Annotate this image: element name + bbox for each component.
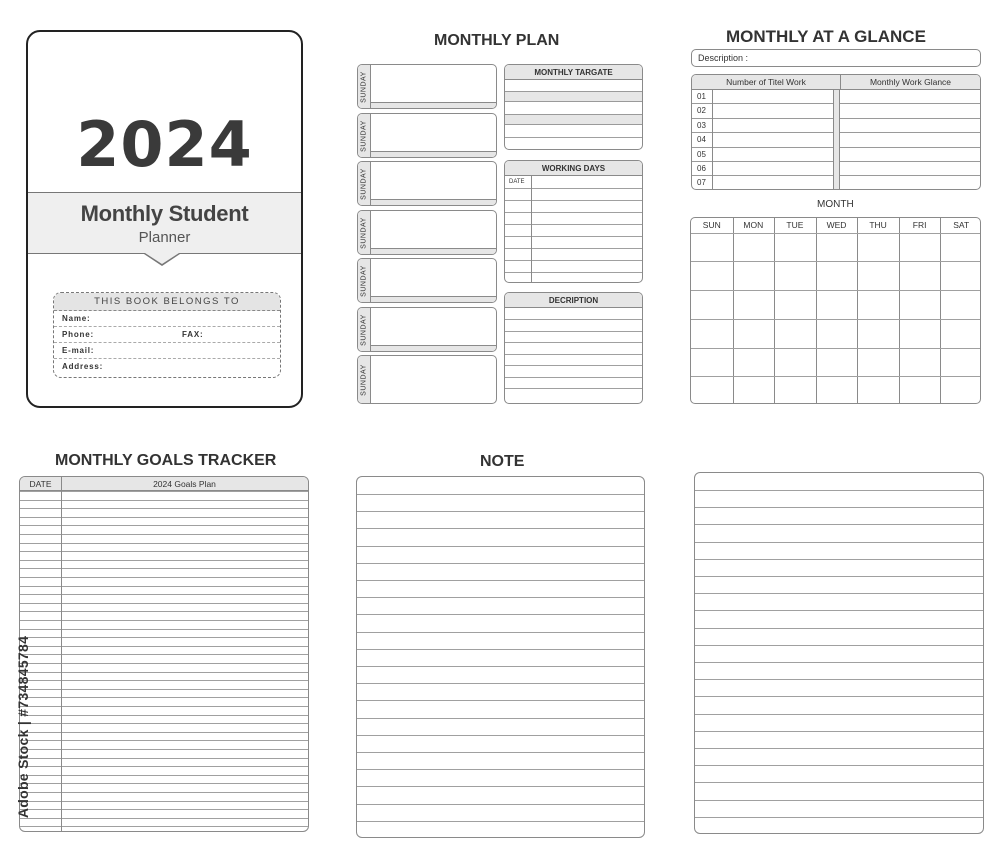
- working-line: [505, 200, 642, 201]
- calendar-row-line: [691, 376, 980, 377]
- goals-line: [20, 611, 308, 612]
- description-line: [505, 377, 642, 378]
- day-label: [358, 114, 371, 157]
- goals-line: [20, 766, 308, 767]
- goals-line: [20, 775, 308, 776]
- goals-line: [20, 586, 308, 587]
- glance-row-number: 01: [697, 92, 706, 101]
- note-line: [357, 683, 644, 684]
- goals-col-date: DATE: [29, 479, 52, 489]
- day-box[interactable]: [357, 355, 497, 404]
- blank-line: [695, 696, 983, 697]
- blank-line: [695, 628, 983, 629]
- email-field[interactable]: [54, 343, 280, 359]
- note-line: [357, 666, 644, 667]
- note-line: [357, 614, 644, 615]
- name-label: Name:: [62, 314, 91, 323]
- goals-date-divider: [61, 477, 62, 832]
- note-line: [357, 528, 644, 529]
- blank-line: [695, 765, 983, 766]
- description-line: [505, 388, 642, 389]
- glance-description-label: Description :: [698, 53, 749, 63]
- glance-description-field[interactable]: [691, 49, 981, 67]
- glance-row-number: 05: [697, 149, 706, 159]
- day-box[interactable]: [357, 210, 497, 255]
- note-line: [357, 804, 644, 805]
- goals-line: [20, 568, 308, 569]
- phone-label: Phone:: [62, 330, 94, 339]
- glance-row-number: 02: [697, 106, 706, 116]
- blank-line: [695, 645, 983, 646]
- email-label: E-mail:: [62, 346, 95, 355]
- month-calendar: [690, 217, 981, 404]
- note-line: [357, 735, 644, 736]
- goals-line: [20, 543, 308, 544]
- day-label: [358, 308, 371, 351]
- day-box[interactable]: [357, 113, 497, 158]
- glance-col-work: Number of Titel Work: [692, 75, 840, 90]
- goals-line: [20, 534, 308, 535]
- note-line: [357, 494, 644, 495]
- note-page[interactable]: [356, 476, 645, 838]
- working-line: [505, 248, 642, 249]
- day-strip: [371, 296, 496, 302]
- day-strip: [371, 345, 496, 351]
- blank-line: [695, 490, 983, 491]
- day-label-text: SUNDAY: [360, 70, 368, 103]
- goals-line: [20, 594, 308, 595]
- day-box[interactable]: [357, 161, 497, 206]
- cover-year: 2024: [76, 108, 253, 181]
- day-label: [358, 259, 371, 302]
- note-line: [357, 511, 644, 512]
- goals-line: [20, 749, 308, 750]
- glance-row-number: 04: [697, 135, 706, 145]
- description-header: DECRIPTION: [505, 293, 642, 308]
- working-line: [505, 236, 642, 237]
- calendar-row-line: [691, 233, 980, 234]
- day-strip: [371, 248, 496, 254]
- working-days-header: WORKING DAYS: [505, 161, 642, 176]
- month-title: MONTH: [817, 199, 854, 210]
- fax-label: FAX:: [182, 330, 204, 339]
- note-line: [357, 821, 644, 822]
- calendar-weekday: FRI: [912, 220, 927, 230]
- goals-line: [20, 620, 308, 621]
- description-panel[interactable]: [504, 292, 643, 404]
- blank-line: [695, 593, 983, 594]
- working-days-panel[interactable]: [504, 160, 643, 283]
- blank-line: [695, 731, 983, 732]
- stock-id-watermark: [13, 614, 33, 839]
- blank-line: [695, 576, 983, 577]
- calendar-row-line: [691, 348, 980, 349]
- targate-stripe: [505, 114, 642, 125]
- goals-line: [20, 603, 308, 604]
- goals-line: [20, 525, 308, 526]
- belongs-to-header: THIS BOOK BELONGS TO: [54, 293, 280, 311]
- day-box[interactable]: [357, 258, 497, 303]
- goals-line: [20, 551, 308, 552]
- goals-line: [20, 663, 308, 664]
- day-label-text: SUNDAY: [360, 119, 368, 152]
- day-strip: [371, 151, 496, 157]
- day-strip: [371, 102, 496, 108]
- goals-line: [20, 723, 308, 724]
- working-days-date-label: DATE: [509, 179, 525, 185]
- planner-cover: [26, 30, 303, 408]
- description-line: [505, 319, 642, 320]
- blank-line: [695, 714, 983, 715]
- day-strip: [371, 199, 496, 205]
- day-label: [358, 356, 371, 403]
- goals-line: [20, 689, 308, 690]
- description-line: [505, 354, 642, 355]
- goals-tracker-table: [19, 476, 309, 832]
- description-line: [505, 331, 642, 332]
- calendar-weekday: MON: [743, 220, 764, 230]
- description-line: [505, 342, 642, 343]
- note-line: [357, 700, 644, 701]
- monthly-plan-title: MONTHLY PLAN: [434, 32, 560, 49]
- working-line: [505, 212, 642, 213]
- goals-header: [20, 477, 308, 491]
- goals-line: [20, 783, 308, 784]
- monthly-targate-panel[interactable]: [504, 64, 643, 150]
- day-label: [358, 211, 371, 254]
- note-line: [357, 597, 644, 598]
- blank-line: [695, 662, 983, 663]
- goals-line: [20, 577, 308, 578]
- working-line: [505, 188, 642, 189]
- stock-id-text: Adobe Stock | #734845784: [15, 635, 31, 818]
- calendar-weekday: TUE: [786, 220, 804, 230]
- goals-line: [20, 491, 308, 492]
- day-label-text: SUNDAY: [360, 167, 368, 200]
- calendar-row-line: [691, 261, 980, 262]
- blank-line: [695, 679, 983, 680]
- cover-pointer-fill: [145, 253, 179, 264]
- goals-title: MONTHLY GOALS TRACKER: [55, 452, 277, 469]
- glance-num-divider: [712, 90, 713, 190]
- blank-line: [695, 559, 983, 560]
- name-field[interactable]: [54, 311, 280, 327]
- blank-line: [695, 524, 983, 525]
- goals-line: [20, 706, 308, 707]
- day-label-text: SUNDAY: [360, 216, 368, 249]
- phone-field[interactable]: [54, 327, 280, 343]
- note-line: [357, 718, 644, 719]
- day-box[interactable]: [357, 64, 497, 109]
- address-label: Address:: [62, 362, 104, 371]
- calendar-row-line: [691, 319, 980, 320]
- blank-lined-page[interactable]: [694, 472, 984, 834]
- glance-title: MONTHLY AT A GLANCE: [726, 27, 926, 46]
- note-line: [357, 546, 644, 547]
- note-line: [357, 786, 644, 787]
- cover-title-band: [28, 192, 301, 254]
- goals-line: [20, 508, 308, 509]
- glance-row-number: 03: [697, 120, 706, 130]
- glance-gutter: [833, 90, 840, 190]
- goals-col-plan: 2024 Goals Plan: [153, 479, 216, 489]
- day-label-text: SUNDAY: [360, 313, 368, 346]
- note-line: [357, 752, 644, 753]
- goals-line: [20, 680, 308, 681]
- description-line: [505, 365, 642, 366]
- cover-title: Monthly Student: [80, 201, 249, 226]
- day-label: [358, 162, 371, 205]
- belongs-to-card: [53, 292, 281, 378]
- goals-line: [20, 672, 308, 673]
- blank-line: [695, 817, 983, 818]
- note-line: [357, 649, 644, 650]
- note-line: [357, 632, 644, 633]
- day-box[interactable]: [357, 307, 497, 352]
- glance-row-number: 07: [697, 178, 706, 188]
- blank-line: [695, 610, 983, 611]
- working-days-divider: [531, 176, 532, 283]
- blank-line: [695, 542, 983, 543]
- goals-line: [20, 732, 308, 733]
- goals-line: [20, 758, 308, 759]
- calendar-weekday: SUN: [702, 220, 721, 230]
- blank-line: [695, 748, 983, 749]
- goals-line: [20, 637, 308, 638]
- day-label-text: SUNDAY: [360, 264, 368, 297]
- glance-table: [691, 74, 981, 190]
- goals-line: [20, 500, 308, 501]
- working-line: [505, 272, 642, 273]
- goals-line: [20, 697, 308, 698]
- cover-subtitle: Planner: [138, 229, 191, 246]
- note-title: NOTE: [480, 453, 525, 470]
- goals-line: [20, 715, 308, 716]
- blank-line: [695, 507, 983, 508]
- blank-line: [695, 800, 983, 801]
- working-line: [505, 224, 642, 225]
- monthly-targate-header: MONTHLY TARGATE: [505, 65, 642, 80]
- goals-line: [20, 818, 308, 819]
- goals-line: [20, 801, 308, 802]
- goals-line: [20, 809, 308, 810]
- goals-line: [20, 646, 308, 647]
- calendar-row-line: [691, 290, 980, 291]
- goals-line: [20, 629, 308, 630]
- goals-line: [20, 826, 308, 827]
- goals-line: [20, 792, 308, 793]
- glance-col-glance: Monthly Work Glance: [840, 75, 980, 90]
- working-line: [505, 260, 642, 261]
- day-label-text: SUNDAY: [360, 363, 368, 396]
- address-field[interactable]: [54, 359, 280, 375]
- calendar-weekday: WED: [826, 220, 847, 230]
- blank-line: [695, 782, 983, 783]
- goals-line: [20, 740, 308, 741]
- note-line: [357, 769, 644, 770]
- glance-row-number: 06: [697, 164, 706, 173]
- note-line: [357, 580, 644, 581]
- calendar-weekday: SAT: [953, 220, 970, 230]
- targate-stripe: [505, 91, 642, 102]
- calendar-weekday: THU: [869, 220, 887, 230]
- targate-line: [505, 137, 642, 138]
- day-label: [358, 65, 371, 108]
- note-line: [357, 563, 644, 564]
- goals-line: [20, 654, 308, 655]
- goals-line: [20, 517, 308, 518]
- goals-line: [20, 560, 308, 561]
